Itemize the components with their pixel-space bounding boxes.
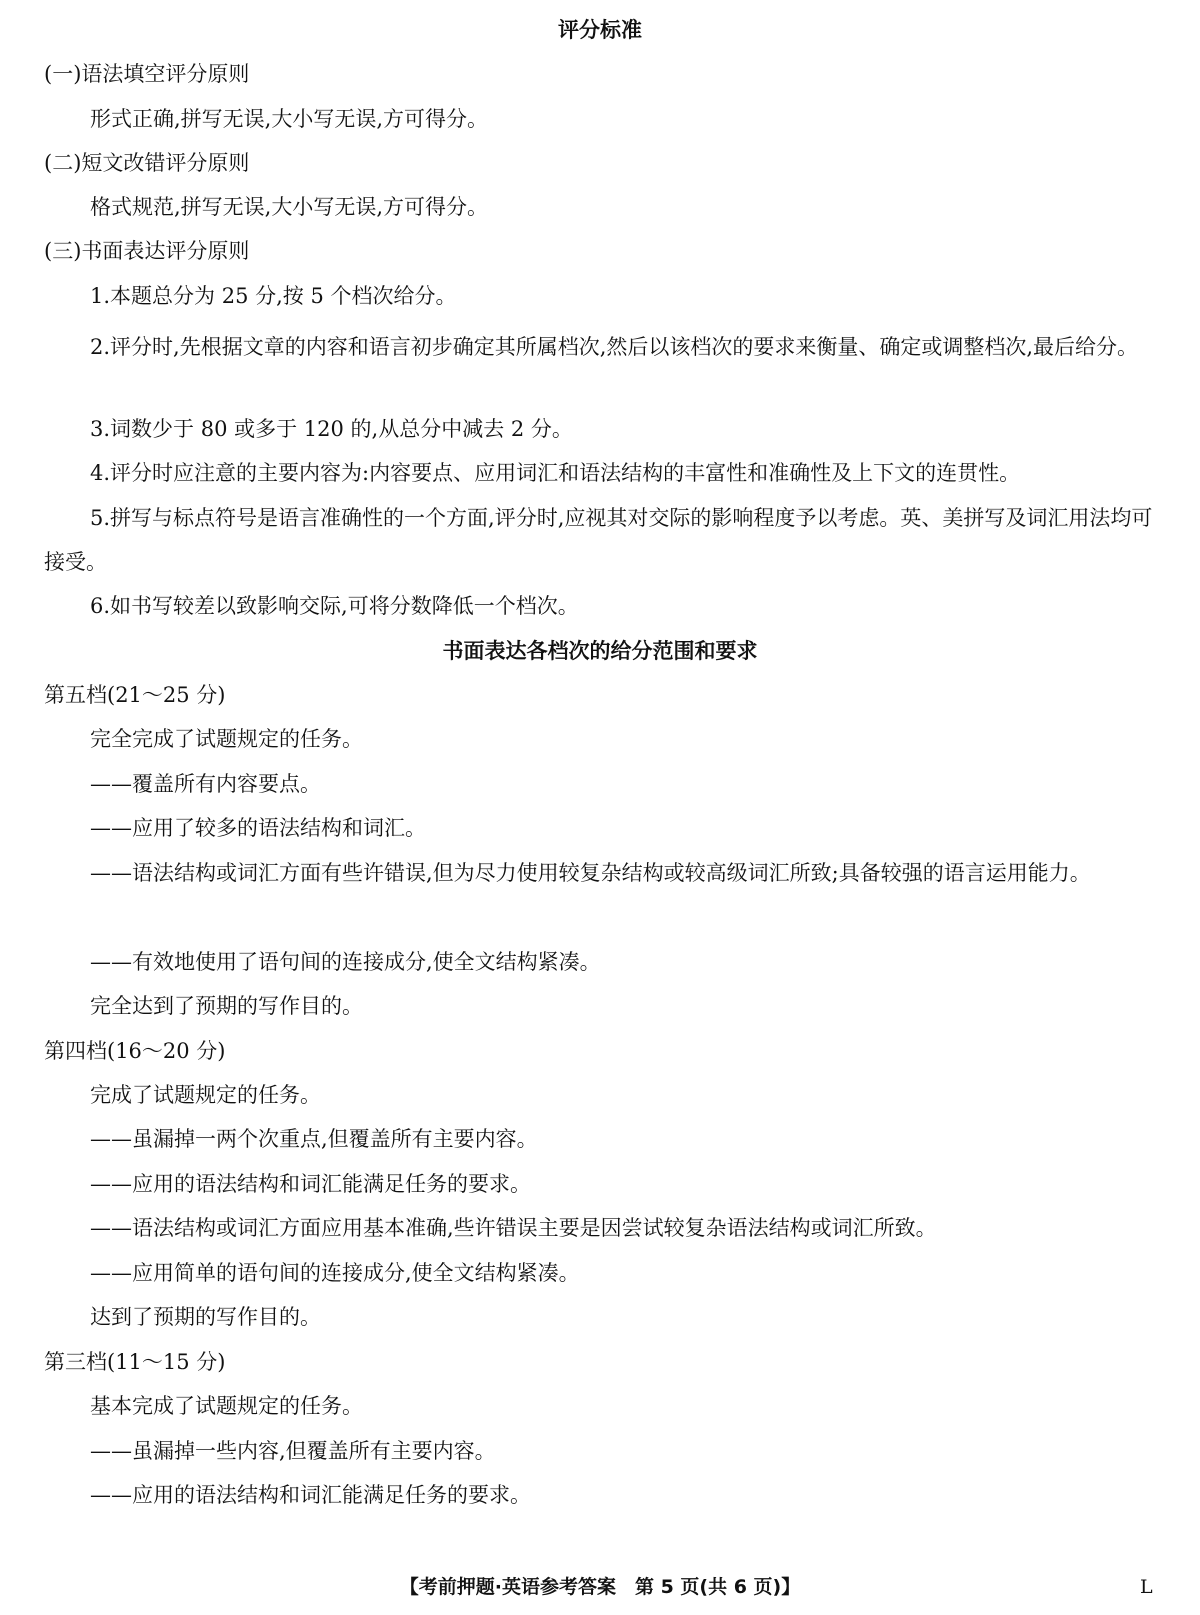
level-4-line-6: 达到了预期的写作目的。 xyxy=(90,1305,321,1329)
level-4-line-1: 完成了试题规定的任务。 xyxy=(90,1083,321,1107)
level-4-line-3: ——应用的语法结构和词汇能满足任务的要求。 xyxy=(90,1172,531,1196)
level-5-line-4 xyxy=(44,851,1159,895)
section-text-grammar-fill: 形式正确,拼写无误,大小写无误,方可得分。 xyxy=(90,107,489,131)
level-4-line-4: ——语法结构或词汇方面应用基本准确,些许错误主要是因尝试较复杂语法结构或词汇所致。 xyxy=(90,1216,937,1240)
level-3-line-2: ——虽漏掉一些内容,但覆盖所有主要内容。 xyxy=(90,1439,496,1463)
level-5-line-5: ——有效地使用了语句间的连接成分,使全文结构紧凑。 xyxy=(90,950,601,974)
writing-rule-2-text: 2.评分时,先根据文章的内容和语言初步确定其所属档次,然后以该档次的要求来衡量、确定或调整档次,最后给分。 xyxy=(90,335,1139,359)
writing-rule-4: 4.评分时应注意的主要内容为:内容要点、应用词汇和语法结构的丰富性和准确性及上下文的连贯性。 xyxy=(90,461,1021,485)
section-heading-writing: (三)书面表达评分原则 xyxy=(44,239,250,263)
level-5-line-2: ——覆盖所有内容要点。 xyxy=(90,772,321,796)
level-5-line-1: 完全完成了试题规定的任务。 xyxy=(90,727,363,751)
level-heading-4: 第四档(16～20 分) xyxy=(44,1039,226,1063)
section-heading-error-correction: (二)短文改错评分原则 xyxy=(44,151,250,175)
writing-rule-6: 6.如书写较差以致影响交际,可将分数降低一个档次。 xyxy=(90,594,579,618)
corner-mark: L xyxy=(1140,1576,1153,1598)
page-title: 评分标准 xyxy=(558,17,642,42)
level-5-line-4-text: ——语法结构或词汇方面有些许错误,但为尽力使用较复杂结构或较高级词汇所致;具备较强的语言运用能力。 xyxy=(90,861,1091,885)
level-5-line-6: 完全达到了预期的写作目的。 xyxy=(90,994,363,1018)
section-text-error-correction: 格式规范,拼写无误,大小写无误,方可得分。 xyxy=(90,195,489,219)
section-heading-grammar-fill: (一)语法填空评分原则 xyxy=(44,62,250,86)
level-5-line-3: ——应用了较多的语法结构和词汇。 xyxy=(90,816,426,840)
level-4-line-5: ——应用简单的语句间的连接成分,使全文结构紧凑。 xyxy=(90,1261,580,1285)
writing-rule-5-text: 5.拼写与标点符号是语言准确性的一个方面,评分时,应视其对交际的影响程度予以考虑。英、美拼写及词汇用法均可接受。 xyxy=(44,506,1153,574)
writing-rule-1: 1.本题总分为 25 分,按 5 个档次给分。 xyxy=(90,284,457,308)
level-heading-3: 第三档(11～15 分) xyxy=(44,1350,226,1374)
levels-subtitle: 书面表达各档次的给分范围和要求 xyxy=(442,638,758,663)
level-3-line-3: ——应用的语法结构和词汇能满足任务的要求。 xyxy=(90,1483,531,1507)
level-3-line-1: 基本完成了试题规定的任务。 xyxy=(90,1394,363,1418)
page-footer: 【考前押题·英语参考答案 第 5 页(共 6 页)】 xyxy=(399,1576,801,1598)
writing-rule-3: 3.词数少于 80 或多于 120 的,从总分中减去 2 分。 xyxy=(90,417,573,441)
level-4-line-2: ——虽漏掉一两个次重点,但覆盖所有主要内容。 xyxy=(90,1127,538,1151)
level-heading-5: 第五档(21～25 分) xyxy=(44,683,226,707)
writing-rule-5 xyxy=(44,496,1159,584)
writing-rule-2 xyxy=(44,325,1159,369)
